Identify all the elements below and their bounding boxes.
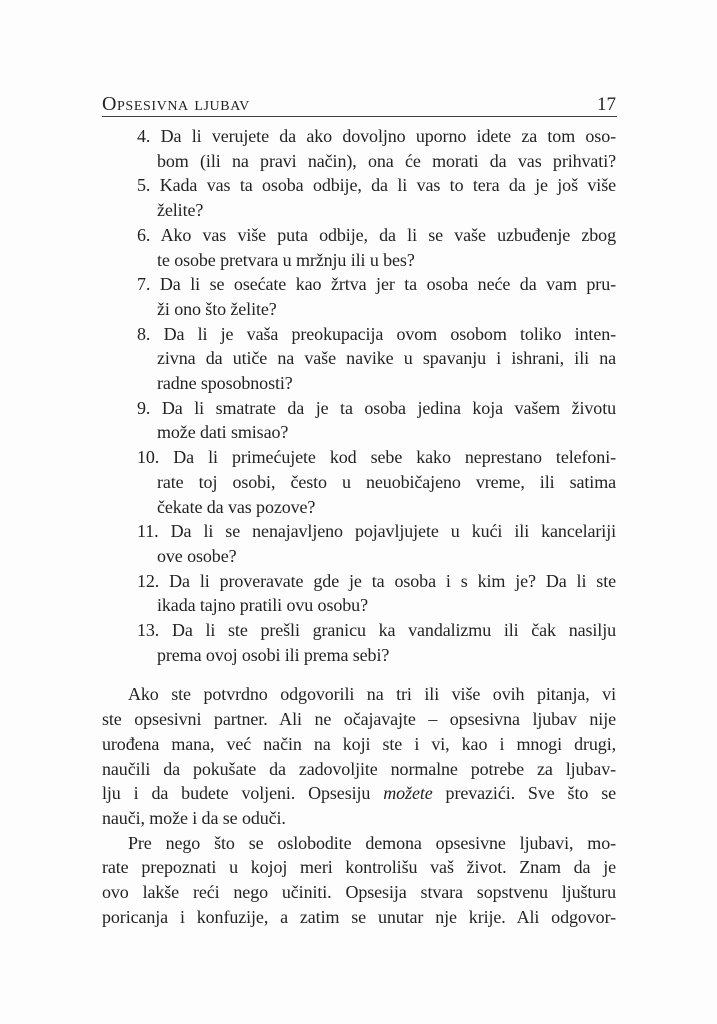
question-line: 13. Da li ste prešli granicu ka vandalizmu ili čak nasilju [137,620,616,641]
question-line: 10. Da li primećujete kod sebe kako neprestano telefoni- [137,447,617,468]
question-item [137,396,616,445]
question-item [137,173,616,222]
page-body [102,124,616,930]
header-rule [102,116,617,117]
question-line: 8. Da li je vaša preokupacija ovom osobom toliko inten- [137,323,616,344]
paragraph [102,831,616,930]
question-line: te osobe pretvara u mržnju ili u bes? [157,249,415,270]
question-item [137,569,616,618]
paragraph-line: ovo lakše reći nego učiniti. Opsesija stvara sopstvenu ljušturu [102,882,616,903]
question-line: 7. Da li se osećate kao žrtva jer ta osoba neće da vam pru- [137,274,616,295]
page-header [102,93,616,116]
paragraph-line: nauči, može i da se oduči. [102,807,286,828]
paragraph [102,682,616,830]
question-line: može dati smisao? [157,422,289,443]
question-number: 12. [137,570,160,591]
question-item [137,223,616,272]
question-number: 5. [137,175,151,196]
question-line: prema ovoj osobi ili prema sebi? [157,644,390,665]
paragraph-line: naučili da pokušate da zadovoljite normalne potrebe za ljubav- [102,758,616,779]
question-line: rate toj osobi, često u neuobičajeno vreme, ili satima [157,471,616,492]
question-number: 9. [137,397,151,418]
question-line: ži ono što želite? [157,298,277,319]
question-line: 9. Da li smatrate da je ta osoba jedina koja vašem životu [137,397,616,418]
question-line: 5. Kada vas ta osoba odbije, da li vas to tera da je još više [137,175,616,196]
question-line: radne sposobnosti? [157,373,293,394]
italic-text: možete [383,783,433,804]
question-line: 11. Da li se nenajavljeno pojavljujete u kući ili kancelariji [137,521,616,542]
question-line: zivna da utiče na vaše navike u spavanju i ishrani, ili na [157,348,616,369]
question-number: 11. [137,521,159,542]
paragraph-line: urođena mana, već način na koji ste i vi, kao i mnogi drugi, [102,733,616,754]
question-line: bom (ili na pravi način), ona će morati da vas prihvati? [157,150,616,171]
question-number: 13. [137,620,160,641]
question-number: 10. [137,447,160,468]
paragraph-line: rate prepoznati u kojoj meri kontrolišu vaš život. Znam da je [102,857,616,878]
question-item [137,124,616,173]
question-number: 4. [137,126,151,146]
running-title: Opsesivna ljubav [102,93,250,115]
paragraph-line: ste opsesivni partner. Ali ne očajavajte – opsesivna ljubav nije [102,709,616,730]
body-paragraphs [102,682,616,929]
question-item [137,322,616,396]
question-item [137,618,616,667]
question-item [137,272,616,321]
question-line: želite? [157,200,204,221]
question-item [137,519,616,568]
paragraph-line: Pre nego što se oslobodite demona opsesivne ljubavi, mo- [128,832,616,853]
question-line: ove osobe? [157,545,237,566]
page-number: 17 [597,94,616,115]
question-line: ikada tajno pratili ovu osobu? [157,595,368,616]
question-number: 7. [137,274,151,295]
question-item [137,445,616,519]
question-line: 6. Ako vas više puta odbije, da li se vaše uzbuđenje zbog [137,224,616,245]
paragraph-line: lju i da budete voljeni. Opsesiju možete prevazići. Sve što se [102,783,616,804]
questionnaire-list [102,124,616,667]
paragraph-line: poricanja i konfuzije, a zatim se unutar nje krije. Ali odgovor- [102,906,616,927]
paragraph-line: Ako ste potvrdno odgovorili na tri ili više ovih pitanja, vi [128,684,616,705]
question-line: 4. Da li verujete da ako dovoljno uporno idete za tom oso- [137,126,617,146]
question-number: 6. [137,224,151,245]
question-number: 8. [137,323,151,344]
question-line: čekate da vas pozove? [157,496,316,517]
question-line: 12. Da li proveravate gde je ta osoba i s kim je? Da li ste [137,570,616,591]
